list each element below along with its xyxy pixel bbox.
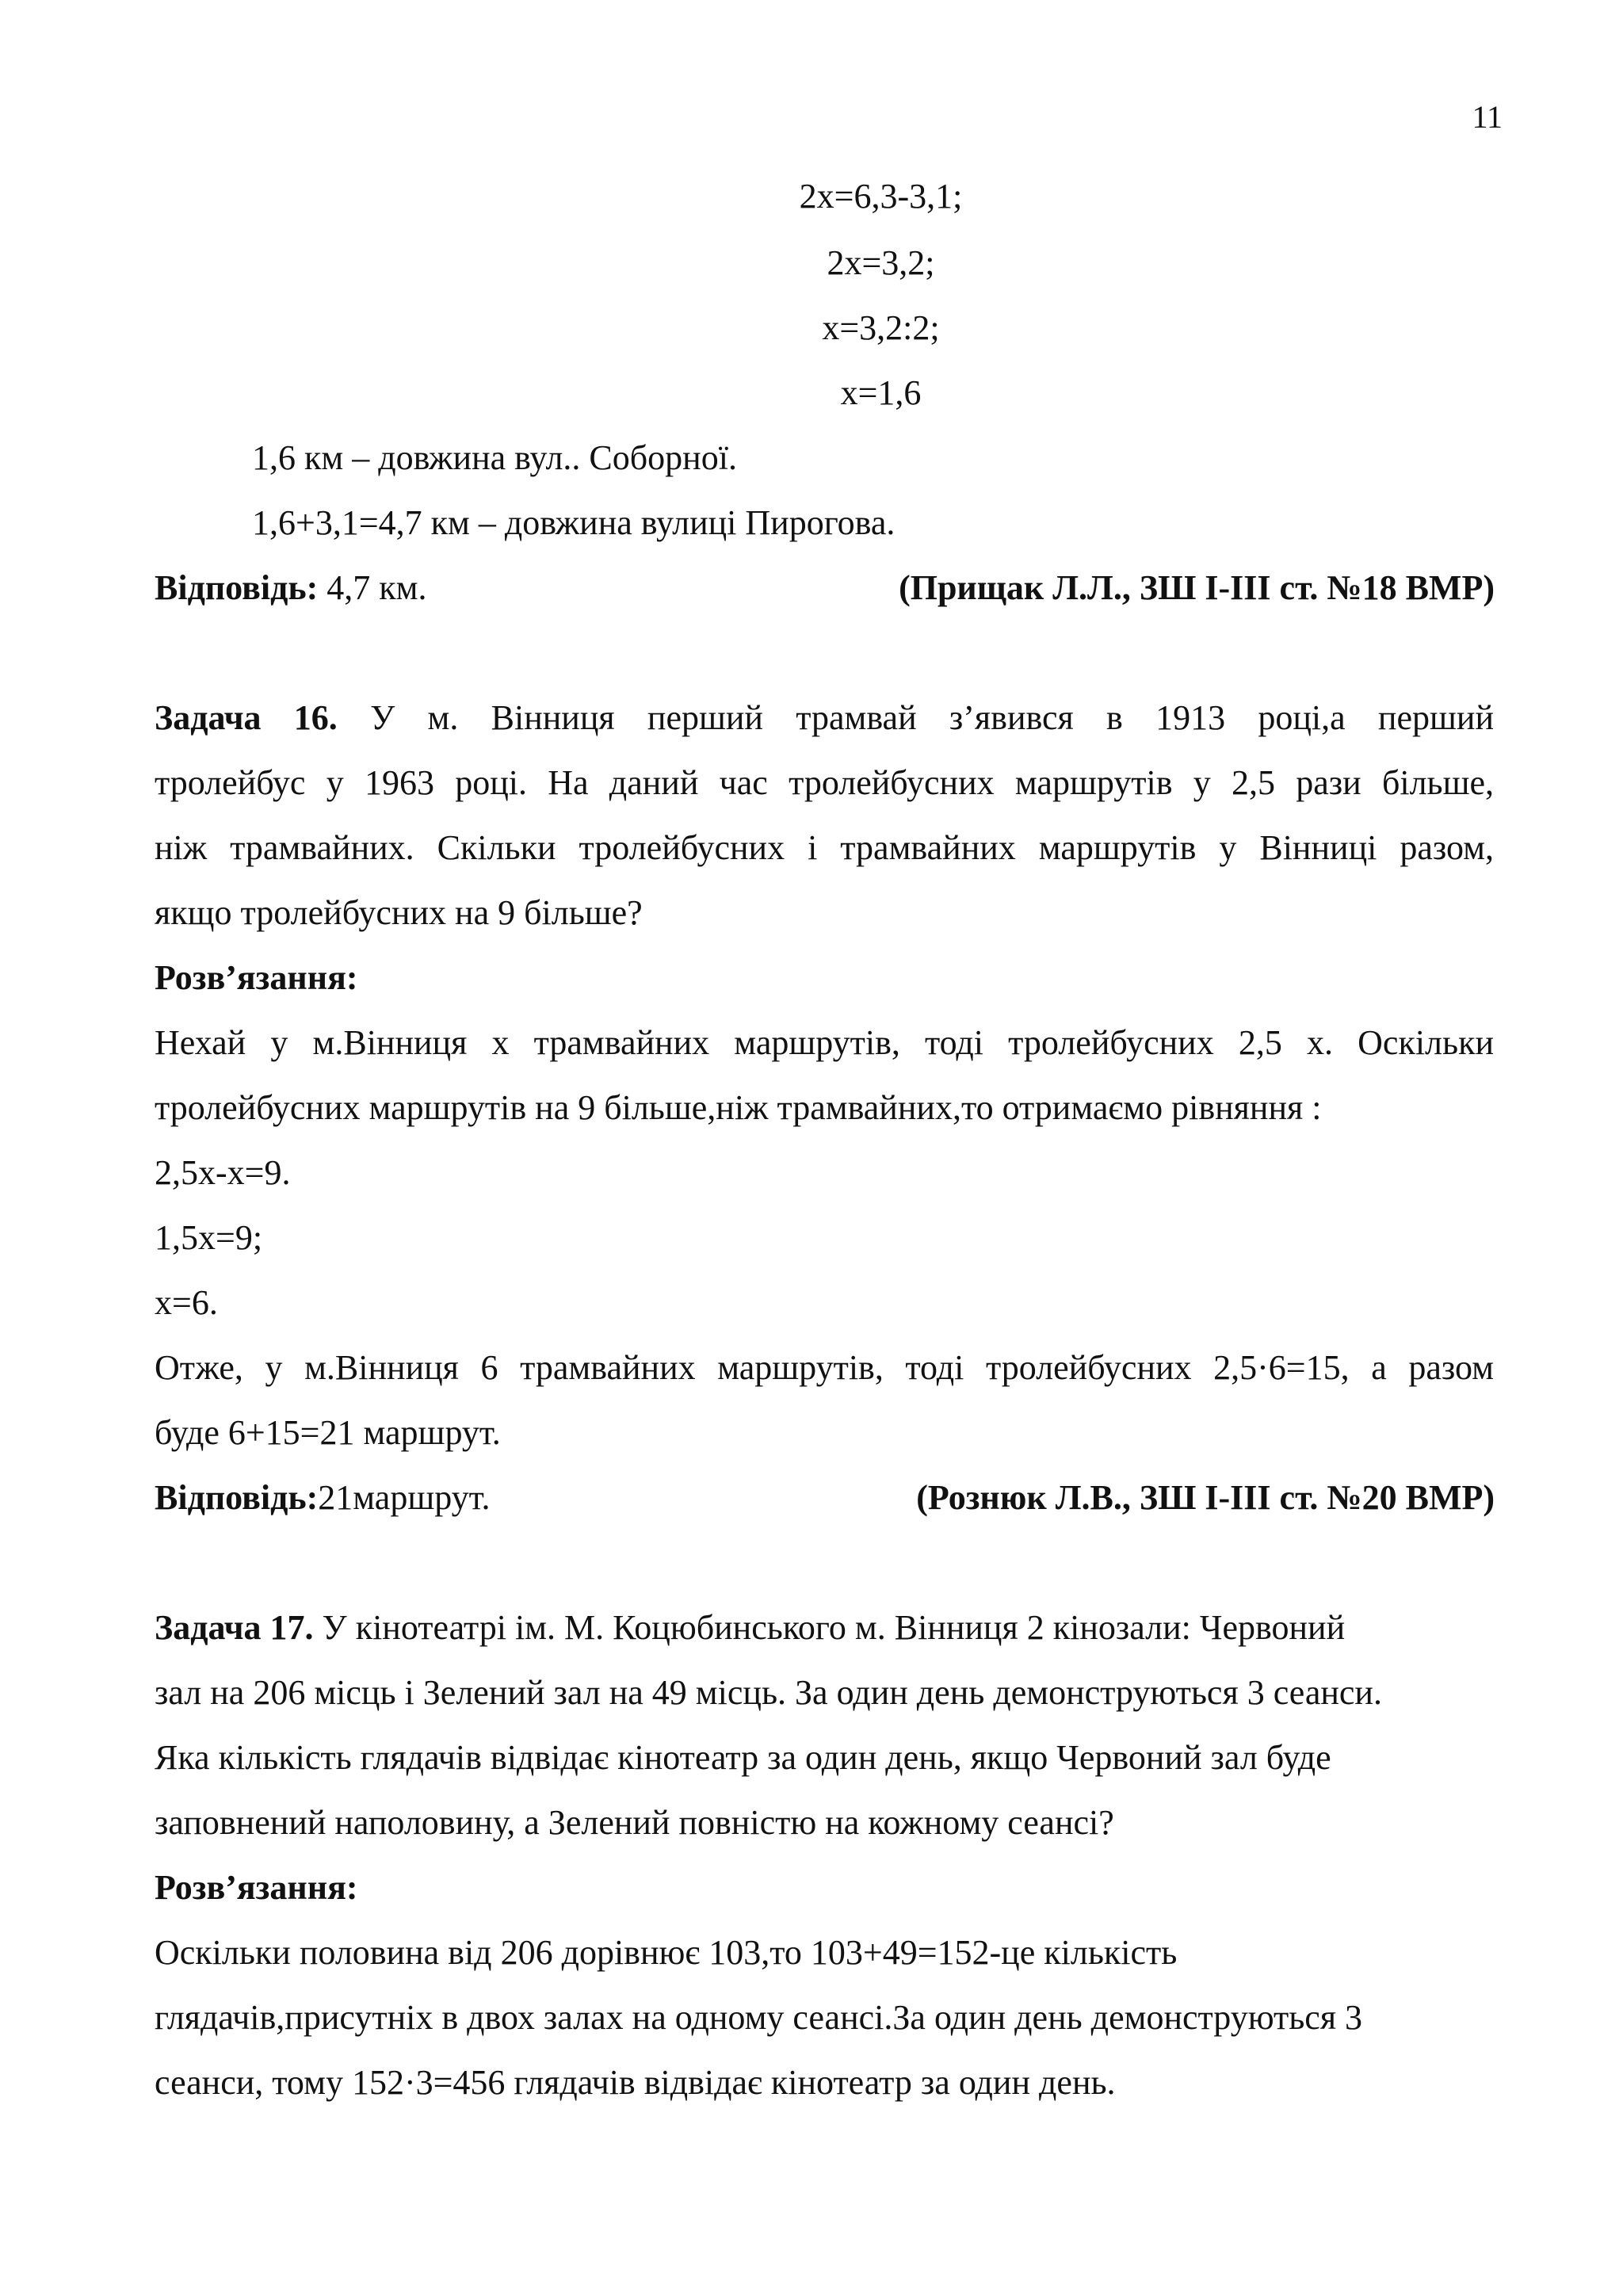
page-number: 11 [1472,99,1503,135]
equation-line: x=1,6 [840,373,922,412]
solution-line: Нехай у м.Вінниця х трамвайних маршрутів, тоді тролейбусних 2,5 х. Оскільки [155,1023,1494,1062]
equation-line: x=3,2:2; [822,308,940,347]
task-16-line: ніж трамвайних. Скільки тролейбусних і трамвайних маршрутів у Вінниці разом, [155,828,1494,867]
solution-line: буде 6+15=21 маршрут. [155,1413,501,1452]
equation-line: 2x=6,3-3,1; [799,177,963,216]
solution-line: сеанси, тому 152·3=456 глядачів відвідає кінотеатр за один день. [155,2063,1116,2102]
task-17-line: Яка кількість глядачів відвідає кінотеатр за один день, якщо Червоний зал буде [155,1738,1331,1777]
result-line: 1,6+3,1=4,7 км – довжина вулиці Пирогова. [252,503,896,542]
answer-value: 21маршрут. [318,1478,491,1517]
author-credit: (Рознюк Л.В., ЗШ І-ІІІ ст. №20 ВМР) [916,1478,1495,1517]
solution-line: х=6. [155,1283,218,1322]
task-17-line: зал на 206 місць і Зелений зал на 49 місць. За один день демонструються 3 сеанси. [155,1673,1382,1712]
solution-heading: Розв’язання: [155,1868,358,1907]
solution-heading: Розв’язання: [155,958,358,997]
task-16-line: тролейбус у 1963 році. На даний час тролейбусних маршрутів у 2,5 рази більше, [155,763,1494,802]
task-17-text: У кінотеатрі ім. М. Коцюбинського м. Вінниця 2 кінозали: Червоний [313,1608,1346,1647]
result-line: 1,6 км – довжина вул.. Соборної. [252,438,737,477]
solution-line: Оскільки половина від 206 дорівнює 103,то 103+49=152-це кількість [155,1933,1178,1972]
task-16-title: Задача 16. [155,698,338,737]
solution-line: тролейбусних маршрутів на 9 більше,ніж трамвайних,то отримаємо рівняння : [155,1088,1322,1127]
solution-line: глядачів,присутніх в двох залах на одному сеансі.За один день демонструються 3 [155,1998,1363,2037]
task-16-line: якщо тролейбусних на 9 більше? [155,893,643,932]
task-17-title: Задача 17. [155,1608,314,1647]
author-credit: (Прищак Л.Л., ЗШ І-ІІІ ст. №18 ВМР) [899,568,1495,607]
answer-label: Відповідь: [155,568,319,607]
equation-line: 2x=3,2; [827,243,935,282]
task-17-line [155,1607,1494,1648]
solution-line: Отже, у м.Вінниця 6 трамвайних маршрутів, тоді тролейбусних 2,5·6=15, а разом [155,1348,1494,1387]
task-16-line [155,697,1494,739]
solution-line: 1,5х=9; [155,1218,263,1257]
task-17-line: заповнений наполовину, а Зелений повністю на кожному сеансі? [155,1803,1114,1842]
task-16-text: У м. Вінниця перший трамвай з’явився в 1913 році,а перший [337,698,1494,737]
answer-value: 4,7 км. [318,568,427,607]
solution-line: 2,5х-х=9. [155,1153,291,1192]
answer-label: Відповідь: [155,1478,319,1517]
